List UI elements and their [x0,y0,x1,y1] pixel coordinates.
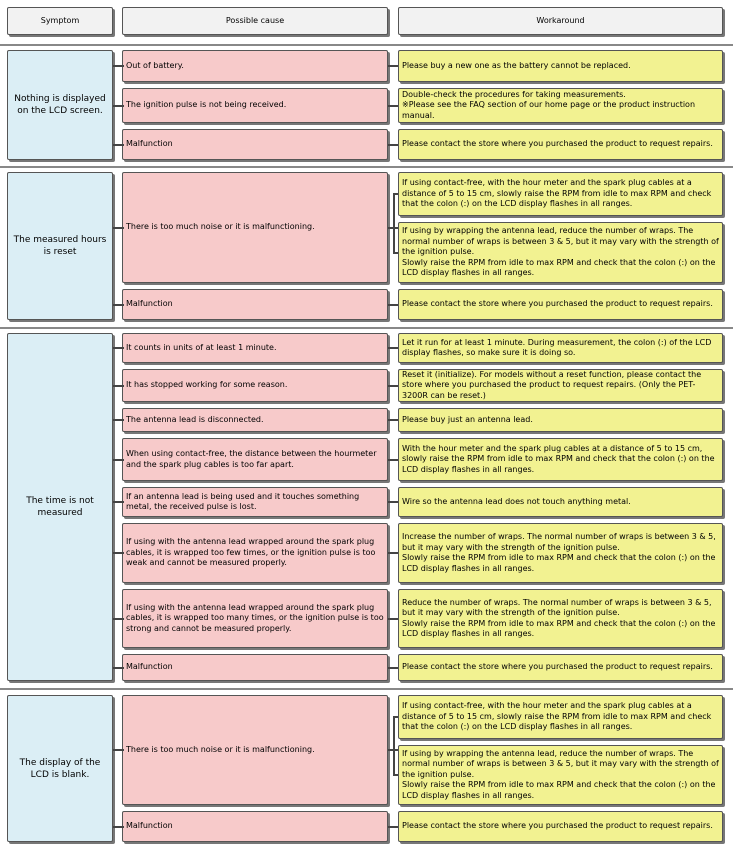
cause-text: There is too much noise or it is malfunctioning. [126,744,315,754]
cause-cell [122,50,388,82]
workaround-cell [398,523,723,583]
cause-cell [122,333,388,363]
symptom-cell [7,695,113,842]
workaround-text: If using contact-free, with the hour meter and the spark plug cables at a distance of 5 to 15 cm, slowly raise the RPM from idle to max RPM and check that the colon (:) on the LCD display flashes in all ranges. [402,701,712,732]
cause-text: Malfunction [126,821,173,831]
workaround-cell [398,129,723,160]
workaround-cell [398,369,723,402]
workaround-text: Let it run for at least 1 minute. During measurement, the colon (:) of the LCD display flashes, so make sure it is doing so. [402,337,712,357]
workaround-text: Increase the number of wraps. The normal number of wraps is between 3 & 5, but it may vary with the strength of the ignition pulse. Slowly raise the RPM from idle to max RPM and check that the colon (:) on the LCD display flashes in all ranges. [402,532,716,573]
cause-text: The ignition pulse is not being received. [126,100,287,110]
cause-cell [122,695,388,805]
connector-line [113,501,124,503]
cause-cell [122,654,388,681]
connector-line [113,419,124,421]
group-separator [0,44,733,46]
cause-cell [122,129,388,160]
workaround-text: Please contact the store where you purchased the product to request repairs. [402,662,713,672]
cause-cell [122,369,388,402]
workaround-text: Please contact the store where you purchased the product to request repairs. [402,821,713,831]
cause-text: Out of battery. [126,60,184,70]
cause-cell [122,408,388,432]
workaround-text: Please buy a new one as the battery cannot be replaced. [402,60,631,70]
cause-text: It has stopped working for some reason. [126,380,288,390]
connector-line [113,105,124,107]
cause-text: Malfunction [126,139,173,149]
workaround-text: Please contact the store where you purchased the product to request repairs. [402,139,713,149]
connector-line [113,749,124,751]
workaround-cell [398,745,723,805]
connector-line [113,552,124,554]
connector-line [113,227,124,229]
connector-line [113,459,124,461]
connector-line [393,717,395,775]
connector-line [113,667,124,669]
connector-line [393,194,395,253]
header-cause: Possible cause [225,15,285,25]
header-workaround: Workaround [536,15,585,25]
workaround-cell [398,408,723,432]
symptom-cell [7,333,113,681]
symptom-text: The measured hours is reset [13,235,107,257]
symptom-text: The time is not measured [26,496,94,518]
connector-line [113,347,124,349]
cause-text: Malfunction [126,662,173,672]
cause-text: Malfunction [126,299,173,309]
cause-text: The antenna lead is disconnected. [126,414,264,424]
workaround-cell [398,172,723,216]
header-cause-cell [122,7,388,35]
header-symptom-cell [7,7,113,35]
workaround-cell [398,811,723,842]
cause-cell [122,172,388,283]
workaround-text: Reduce the number of wraps. The normal number of wraps is between 3 & 5, but it may vary with the strength of the ignition pulse. Slowly raise the RPM from idle to max RPM and check that the colon (:) on the LCD display flashes in all ranges. [402,597,716,638]
connector-line [113,826,124,828]
group-separator [0,166,733,168]
cause-cell [122,438,388,481]
workaround-text: With the hour meter and the spark plug cables at a distance of 5 to 15 cm, slowly raise the RPM from idle to max RPM and check that the colon (:) on the LCD display flashes in all ranges. [402,443,715,474]
cause-text: When using contact-free, the distance between the hourmeter and the spark plug cables is too far apart. [126,449,377,469]
workaround-text: Please contact the store where you purchased the product to request repairs. [402,299,713,309]
workaround-cell [398,695,723,739]
workaround-text: If using contact-free, with the hour meter and the spark plug cables at a distance of 5 to 15 cm, slowly raise the RPM from idle to max RPM and check that the colon (:) on the LCD display flashes in all ranges. [402,178,712,209]
workaround-cell [398,50,723,82]
workaround-cell [398,289,723,320]
cause-text: It counts in units of at least 1 minute. [126,342,277,352]
cause-text: There is too much noise or it is malfunctioning. [126,222,315,232]
cause-cell [122,811,388,842]
cause-text: If using with the antenna lead wrapped around the spark plug cables, it is wrapped too many times, or the ignition pulse is too strong and cannot be measured properly. [126,602,384,633]
workaround-cell [398,487,723,517]
connector-line [113,385,124,387]
symptom-text: Nothing is displayed on the LCD screen. [14,94,106,116]
workaround-cell [398,654,723,681]
workaround-text: Reset it (initialize). For models without a reset function, please contact the store where you purchased the product to request repairs. (Only the PET-3200R can be reset.) [402,369,702,400]
workaround-cell [398,589,723,648]
group-separator [0,327,733,329]
connector-line [113,65,124,67]
connector-line [113,304,124,306]
workaround-cell [398,333,723,363]
header-workaround-cell [398,7,723,35]
group-separator [0,688,733,690]
cause-cell [122,88,388,123]
workaround-text: Please buy just an antenna lead. [402,414,533,424]
workaround-cell [398,88,723,123]
symptom-cell [7,172,113,320]
cause-cell [122,523,388,583]
cause-text: If an antenna lead is being used and it touches something metal, the received pulse is lost. [126,491,360,511]
cause-cell [122,589,388,648]
cause-cell [122,487,388,517]
workaround-text: Wire so the antenna lead does not touch anything metal. [402,496,631,506]
cause-cell [122,289,388,320]
workaround-text: Double-check the procedures for taking measurements. ※Please see the FAQ section of our home page or the product instruction manual. [402,89,696,120]
workaround-text: If using by wrapping the antenna lead, reduce the number of wraps. The normal number of wraps is between 3 & 5, but it may vary with the strength of the ignition pulse. Slowly raise the RPM from idle to max RPM and check that the colon (:) on the LCD display flashes in all ranges. [402,226,719,278]
workaround-cell [398,438,723,481]
connector-line [113,618,124,620]
workaround-text: If using by wrapping the antenna lead, reduce the number of wraps. The normal number of wraps is between 3 & 5, but it may vary with the strength of the ignition pulse. Slowly raise the RPM from idle to max RPM and check that the colon (:) on the LCD display flashes in all ranges. [402,748,719,800]
connector-line [113,144,124,146]
workaround-cell [398,222,723,283]
header-symptom: Symptom [40,15,80,25]
symptom-cell [7,50,113,160]
cause-text: If using with the antenna lead wrapped around the spark plug cables, it is wrapped too few times, or the ignition pulse is too weak and cannot be measured properly. [126,537,376,568]
symptom-text: The display of the LCD is blank. [19,757,101,780]
